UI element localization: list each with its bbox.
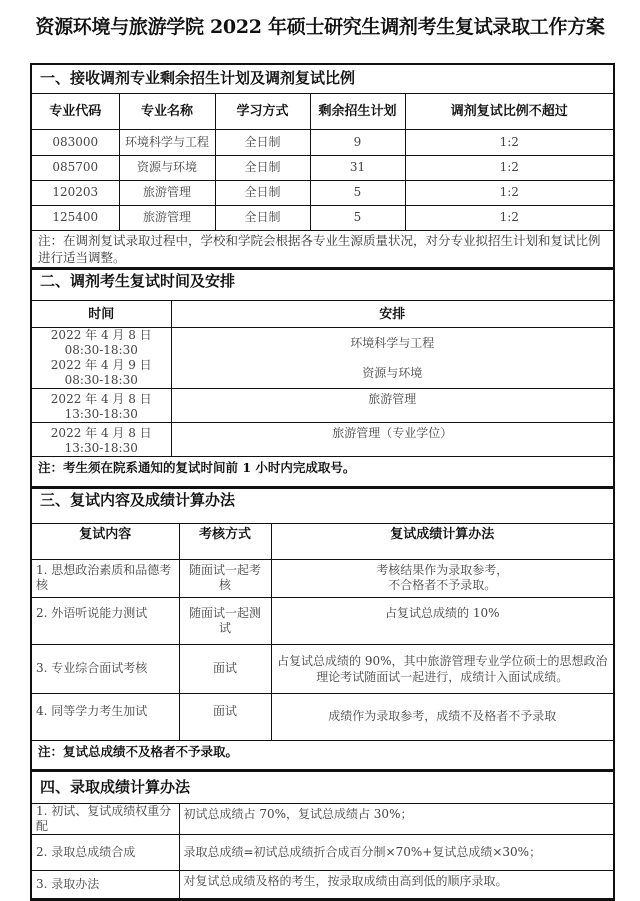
major-code: 083000 — [32, 129, 119, 155]
schedule-major: 资源与环境 — [171, 358, 613, 389]
col-header-scoring: 复试成绩计算办法 — [271, 523, 613, 559]
remaining-plan: 5 — [310, 205, 405, 230]
assessment-method: 面试 — [179, 693, 271, 740]
section-2-heading: 二、调剂考生复试时间及安排 — [32, 269, 613, 301]
admission-item: 2. 录取总成绩合成 — [32, 835, 179, 871]
col-header-arrangement: 安排 — [171, 301, 613, 328]
study-mode: 全日制 — [215, 155, 310, 180]
retest-item: 2. 外语听说能力测试 — [32, 597, 179, 644]
remaining-plan: 9 — [310, 129, 405, 155]
major-code: 125400 — [32, 205, 119, 230]
assessment-method: 面试 — [179, 644, 271, 693]
major-name: 资源与环境 — [119, 155, 215, 180]
col-header-name: 专业名称 — [119, 93, 215, 129]
table-row — [32, 835, 613, 871]
assessment-method: 随面试一起测试 — [179, 597, 271, 644]
major-code: 085700 — [32, 155, 119, 180]
section-3-table — [32, 487, 613, 770]
table-row — [32, 597, 613, 644]
admission-rule: 初试总成绩占 70%，复试总成绩占 30%； — [179, 804, 613, 835]
table-row — [32, 205, 613, 230]
section-1-table — [32, 65, 613, 268]
scoring-method: 考核结果作为录取参考， 不合格者不予录取。 — [271, 559, 613, 597]
table-row — [32, 389, 613, 423]
section-1-note: 注：在调剂复试录取过程中，学校和学院会根据各专业生源质量状况，对分专业拟招生计划和复试比例进行适当调整。 — [32, 230, 613, 267]
admission-item: 1. 初试、复试成绩权重分配 — [32, 804, 179, 835]
retest-ratio: 1:2 — [405, 129, 613, 155]
col-header-code: 专业代码 — [32, 93, 119, 129]
remaining-plan: 31 — [310, 155, 405, 180]
retest-ratio: 1:2 — [405, 180, 613, 205]
schedule-major: 环境科学与工程 — [171, 328, 613, 359]
retest-ratio: 1:2 — [405, 155, 613, 180]
table-row — [32, 328, 613, 359]
col-header-method: 考核方式 — [179, 523, 271, 559]
col-header-ratio: 调剂复试比例不超过 — [405, 93, 613, 129]
retest-ratio: 1:2 — [405, 205, 613, 230]
schedule-major: 旅游管理 — [171, 389, 613, 423]
major-name: 环境科学与工程 — [119, 129, 215, 155]
section-1-heading: 一、接收调剂专业剩余招生计划及调剂复试比例 — [32, 65, 613, 93]
admission-rule: 对复试总成绩及格的考生，按录取成绩由高到低的顺序录取。 — [179, 871, 613, 899]
scoring-method: 成绩作为录取参考，成绩不及格者不予录取 — [271, 693, 613, 740]
table-row — [32, 129, 613, 155]
study-mode: 全日制 — [215, 205, 310, 230]
schedule-time: 2022 年 4 月 8 日 13:30-18:30 — [32, 389, 171, 423]
table-row — [32, 180, 613, 205]
schedule-major: 旅游管理（专业学位） — [171, 423, 613, 457]
scoring-method: 占复试总成绩的 90%，其中旅游管理专业学位硕士的思想政治理论考试随面试一起进行，成绩计入面试成绩。 — [271, 644, 613, 693]
table-row — [32, 358, 613, 389]
study-mode: 全日制 — [215, 180, 310, 205]
admission-rule: 录取总成绩=初试总成绩折合成百分制×70%+复试总成绩×30%； — [179, 835, 613, 871]
section-3-note: 注：复试总成绩不及格者不予录取。 — [32, 740, 613, 769]
plan-document-table — [30, 63, 615, 901]
table-row — [32, 644, 613, 693]
table-row — [32, 871, 613, 899]
schedule-time: 2022 年 4 月 8 日 08:30-18:30 — [32, 328, 171, 359]
major-name: 旅游管理 — [119, 205, 215, 230]
document-title: 资源环境与旅游学院 2022 年硕士研究生调剂考生复试录取工作方案 — [35, 16, 605, 38]
retest-item: 3. 专业综合面试考核 — [32, 644, 179, 693]
section-2-table — [32, 268, 613, 488]
table-row — [32, 693, 613, 740]
study-mode: 全日制 — [215, 129, 310, 155]
table-row — [32, 804, 613, 835]
table-row — [32, 423, 613, 457]
schedule-time: 2022 年 4 月 8 日 13:30-18:30 — [32, 423, 171, 457]
major-name: 旅游管理 — [119, 180, 215, 205]
section-2-note: 注：考生须在院系通知的复试时间前 1 小时内完成取号。 — [32, 457, 613, 487]
retest-item: 4. 同等学力考生加试 — [32, 693, 179, 740]
major-code: 120203 — [32, 180, 119, 205]
section-4-table — [32, 770, 613, 900]
assessment-method: 随面试一起考核 — [179, 559, 271, 597]
table-row — [32, 155, 613, 180]
admission-item: 3. 录取办法 — [32, 871, 179, 899]
remaining-plan: 5 — [310, 180, 405, 205]
schedule-time: 2022 年 4 月 9 日 08:30-18:30 — [32, 358, 171, 389]
col-header-remaining: 剩余招生计划 — [310, 93, 405, 129]
section-4-heading: 四、录取成绩计算办法 — [32, 771, 613, 804]
scoring-method: 占复试总成绩的 10% — [271, 597, 613, 644]
col-header-time: 时间 — [32, 301, 171, 328]
col-header-content: 复试内容 — [32, 523, 179, 559]
table-row — [32, 559, 613, 597]
col-header-mode: 学习方式 — [215, 93, 310, 129]
section-3-heading: 三、复试内容及成绩计算办法 — [32, 488, 613, 523]
retest-item: 1. 思想政治素质和品德考核 — [32, 559, 179, 597]
